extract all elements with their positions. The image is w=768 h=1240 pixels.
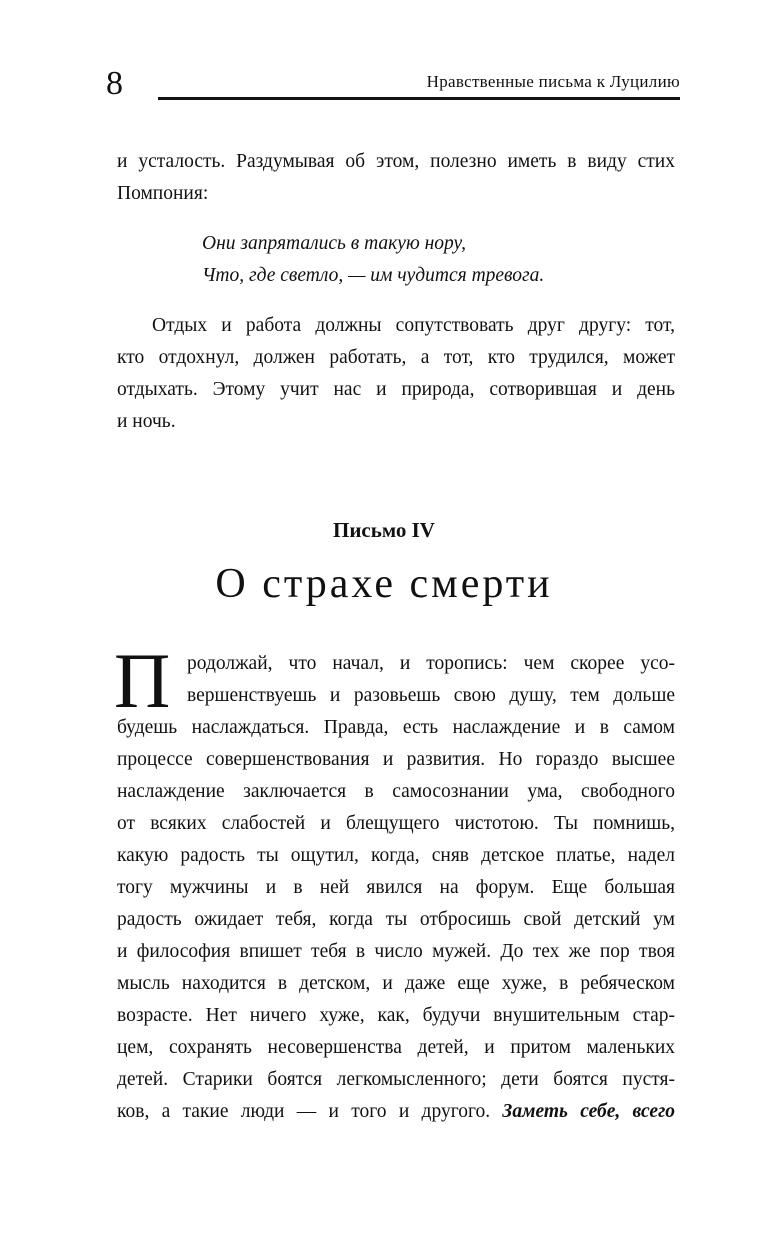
header-rule <box>158 97 680 100</box>
body-line-15 <box>117 1100 675 1124</box>
intro-line-1: и усталость. Раздумывая об этом, полезно иметь в виду стих <box>117 151 675 172</box>
body-line-11: мысль находится в детском, и даже еще хуже, в ребяческом <box>117 973 675 994</box>
verse-line-1: Они запрятались в такую нору, <box>202 233 467 254</box>
body-line-14: детей. Старики боятся легкомысленного; дети боятся пустя- <box>117 1069 675 1090</box>
page-number: 8 <box>106 65 123 102</box>
paragraph1-line-1: Отдых и работа должны сопутствовать друг другу: тот, <box>152 315 675 336</box>
emphasis-text: Заметь себе, всего <box>502 1101 676 1122</box>
running-title: Нравственные письма к Луцилию <box>426 72 680 91</box>
body-line-10: и философия впишет тебя в число мужей. До тех же пор твоя <box>117 941 675 962</box>
body-line-5: наслаждение заключается в самосознании ума, свободного <box>117 781 675 802</box>
chapter-title: О страхе смерти <box>215 561 553 607</box>
body-line-9: радость ожидает тебя, когда ты отбросишь свой детский ум <box>117 909 675 930</box>
verse-line-2: Что, где светло, — им чудится тревога. <box>202 265 545 286</box>
body-line-2: вершенствуешь и разовьешь свою душу, тем дольше <box>187 685 675 706</box>
body-line-3: будешь наслаждаться. Правда, есть наслаждение и в самом <box>117 717 675 738</box>
paragraph1-line-3: отдыхать. Этому учит нас и природа, сотворившая и день <box>117 379 675 400</box>
body-line-12: возрасте. Нет ничего хуже, как, будучи внушительным стар- <box>117 1005 675 1026</box>
body-line-13: цем, сохранять несовершенства детей, и притом маленьких <box>117 1037 675 1058</box>
letter-label: Письмо IV <box>333 518 435 542</box>
body-line-7: какую радость ты ощутил, когда, сняв детское платье, надел <box>117 845 675 866</box>
intro-line-2: Помпония: <box>117 183 209 204</box>
body-line-6: от всяких слабостей и блещущего чистотою. Ты помнишь, <box>117 813 675 834</box>
body-line-8: тогу мужчины и в ней явился на форум. Еще большая <box>117 877 675 898</box>
paragraph1-line-4: и ночь. <box>117 411 176 432</box>
drop-cap: П <box>114 637 171 724</box>
paragraph1-line-2: кто отдохнул, должен работать, а тот, кто трудился, может <box>117 347 675 368</box>
body-line-4: процессе совершенствования и развития. Но гораздо высшее <box>117 749 675 770</box>
body-line-15-plain: ков, а такие люди — и того и другого. <box>117 1101 491 1122</box>
body-line-1: родолжай, что начал, и торопись: чем скорее усо- <box>187 653 675 674</box>
